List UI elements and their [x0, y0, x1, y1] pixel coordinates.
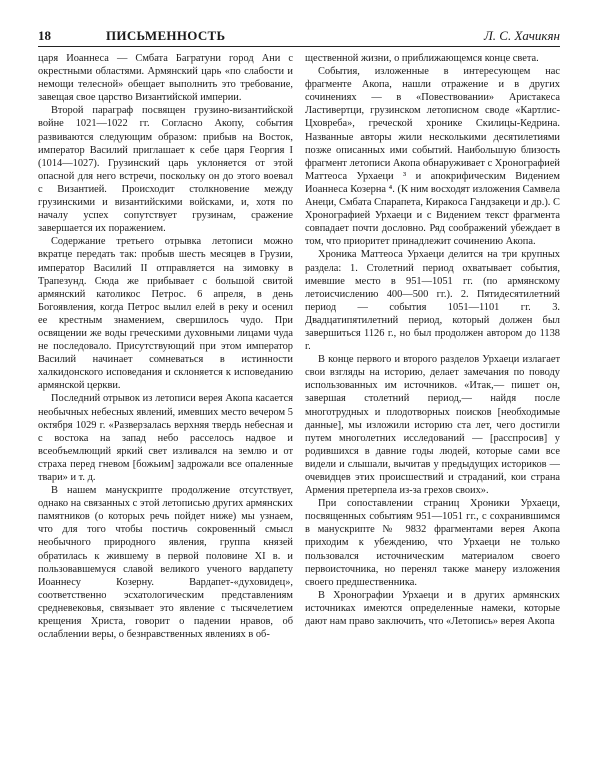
- page-number: 18: [38, 28, 51, 43]
- paragraph: Последний отрывок из летописи верея Акопа касается необычных небесных явлений, имевших место вечером 5 октября 1029 г. «Разверзалась верхняя твердь небесная и с востока на запад небо расселось надвое и всеобъемлющий яркий свет изливался на землю и от страха перед гневом [божьим] задрожали все опаленные твари» и т. д.: [38, 393, 293, 483]
- author-name: Л. С. Хачикян: [483, 28, 560, 43]
- running-header: [38, 28, 560, 47]
- paragraph: В конце первого и второго разделов Урхаеци излагает свои взгляды на историю, делает замечания по поводу использованных им источников. «Итак,— пишет он, завершая столетний период,— найдя после многотрудных и плодотворных поисков [необходимые данные], мы изложили историю ста лет, чего достигли путем многолетних исследований — [расспросив] у родившихся в давние годы людей, которые сами все видели и слышали, вычитав у предыдущих историков — очевидцев этих происшествий и страданий, кои страна Армения претерпела из-за грехов своих».: [305, 354, 560, 497]
- paragraph: Второй параграф посвящен грузино-византийской войне 1021—1022 гг. Согласно Акопу, события развиваются следующим образом: прибыв на Восток, император Василий приглашает к себе царя Георгия I (1014—1027). Грузинский царь уклоняется от этой опасной для него встречи, поскольку он до этого воевал с Византией. Происходит столкновение между грузинскими и византийскими войсками, и, хотя по началу успех сопутствует грузинам, сражение завершается их поражением.: [38, 105, 293, 235]
- left-column: [38, 52, 293, 766]
- paragraph: Хроника Маттеоса Урхаеци делится на три крупных раздела: 1. Столетний период охватывает события, имевшие место в 951—1051 гг. (по армянскому летоисчислению 400—500 гг.). 2. Пятидесятилетний период — события 1051—1101 гг. 3. Двадцатипятилетний период, который должен был завершиться 1126 г., но был продолжен автором до 1138 г.: [305, 249, 560, 353]
- paragraph: События, изложенные в интересующем нас фрагменте Акопа, нашли отражение и в других сочинениях — в «Повествовании» Аристакеса Ластивертци, грузинском летописном своде «Картлис-Цховреба», греческой хронике Скилицы-Кедрина. Названные авторы жили несколькими десятилетиями позже описанных ими событий. Наибольшую близость фрагмент летописи Акопа обнаруживает с Хронографией Маттеоса Урхаеци ³ и апокрифическим Видением Иоаннеса Козерна ⁴. (К ним восходят изложения Самвела Анеци, Смбата Спарапета, Киракоса Гандзакеци и др.). С Хронографией Урхаеци и с Видением текст фрагмента совпадает почти дословно. Ряд соображений убеждает в том, что приоритет принадлежит сочинению Акопа.: [305, 66, 560, 248]
- paragraph: В нашем манускрипте продолжение отсутствует, однако на связанных с этой летописью других армянских памятников (о которых речь пойдет ниже) мы узнаем, что для того чтобы постичь сокровенный смысл необычного природного явления, группа князей обратилась к жившему в первой половине XI в. и пользовавшемуся славой великого ученого вардапету Иоаннесу Козерну. Вардапет-«духовидец», соответственно эсхатологическим представлениям средневековья, связывает это явление с тысячелетием крещения Христа, говорит о падении нравов, об ослаблении веры, о безнравственных явлениях в об-: [38, 485, 293, 641]
- paragraph: царя Иоаннеса — Смбата Багратуни город Ани с окрестными областями. Армянский царь «по слабости и немощи телесной» обещает выполнить это требование, завещая свое царство Византийской империи.: [38, 53, 293, 104]
- paragraph: При сопоставлении страниц Хроники Урхаеци, посвященных событиям 951—1051 гг., с сохранившимся в манускрипте № 9832 фрагментами верея Акопа приходим к убеждению, что Урхаеци не только пользовался источническим материалом своего первоисточника, но перенял также манеру изложения своего предшественника.: [305, 498, 560, 588]
- section-title: ПИСЬМЕННОСТЬ: [106, 28, 226, 43]
- paragraph: В Хронографии Урхаеци и в других армянских источниках имеются определенные намеки, которые дают нам право заключить, что «Летопись» верея Акопа: [305, 589, 560, 628]
- paragraph: щественной жизни, о приближающемся конце света.: [305, 53, 539, 64]
- paragraph: Содержание третьего отрывка летописи можно вкратце передать так: пробыв шесть месяцев в Грузии, император Василий II отправляется на зимовку в Трапезунд. Сюда же прибывает с большой свитой армянский католикос Петрос. 6 апреля, в день Богоявления, когда Петрос вылил елей в реку и осенил ее крестным знамением, свершилось чудо. При освящении же воды греческими духовными лицами чуда не последовало. Присутствующий при этом император Василий начинает сомневаться в истинности халкидонского исповедания и склоняется к исповеданию армянской церкви.: [38, 236, 293, 392]
- right-column: [305, 52, 560, 766]
